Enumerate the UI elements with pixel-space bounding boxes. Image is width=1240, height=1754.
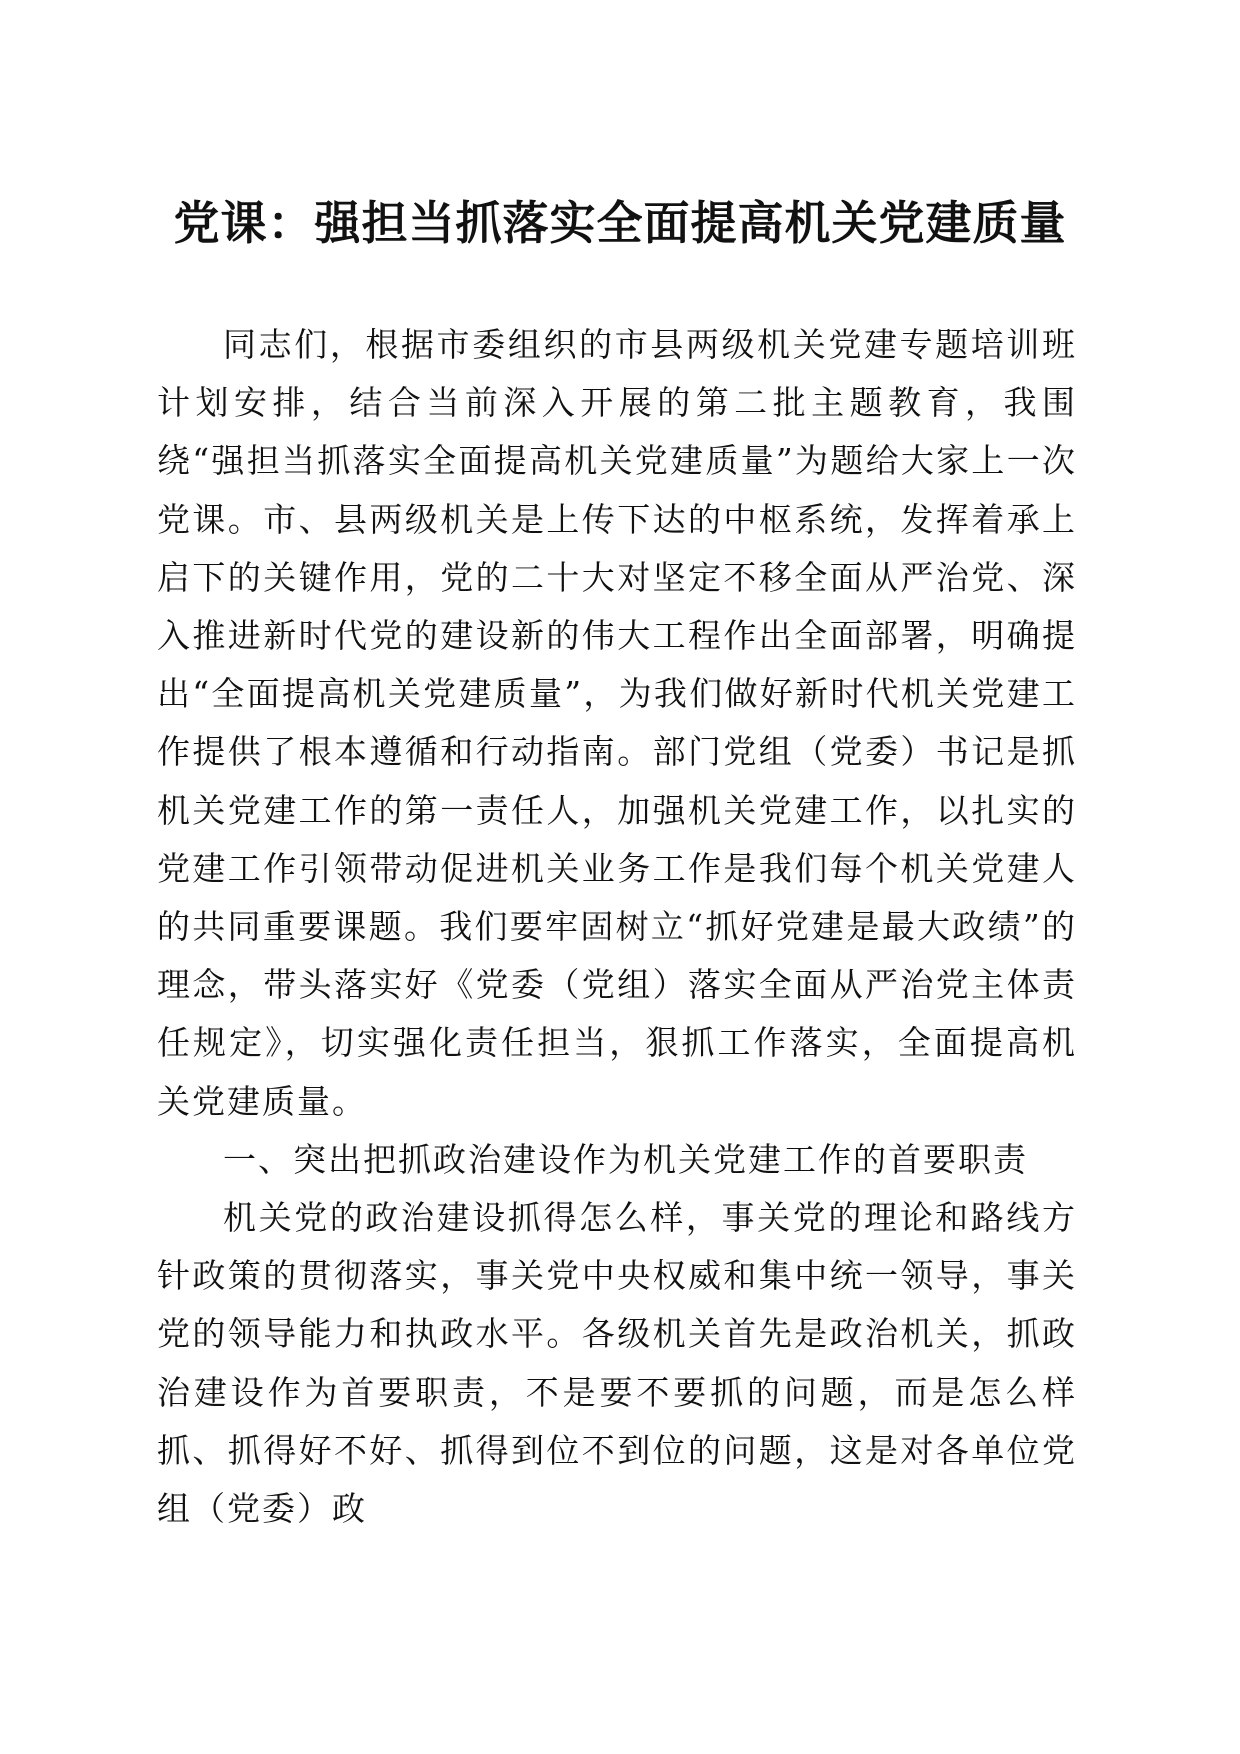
paragraph-section-1: 机关党的政治建设抓得怎么样，事关党的理论和路线方针政策的贯彻落实，事关党中央权威和集中统一领导，事关党的领导能力和执政水平。各级机关首先是政治机关，抓政治建设作为首要职责，不是要不要抓的问题，而是怎么样抓、抓得好不好、抓得到位不到位的问题，这是对各单位党组（党委）政	[157, 1198, 1077, 1529]
document-title: 党课：强担当抓落实全面提高机关党建质量	[173, 196, 1067, 250]
section-heading-1: 一、突出把抓政治建设作为机关党建工作的首要职责	[223, 1139, 1028, 1179]
document-body	[157, 316, 1077, 1538]
paragraph-intro: 同志们，根据市委组织的市县两级机关党建专题培训班计划安排，结合当前深入开展的第二批主题教育，我围绕“强担当抓落实全面提高机关党建质量”为题给大家上一次党课。市、县两级机关是上传下达的中枢系统，发挥着承上启下的关键作用，党的二十大对坚定不移全面从严治党、深入推进新时代党的建设新的伟大工程作出全面部署，明确提出“全面提高机关党建质量”，为我们做好新时代机关党建工作提供了根本遵循和行动指南。部门党组（党委）书记是抓机关党建工作的第一责任人，加强机关党建工作，以扎实的党建工作引领带动促进机关业务工作是我们每个机关党建人的共同重要课题。我们要牢固树立“抓好党建是最大政绩”的理念，带头落实好《党委（党组）落实全面从严治党主体责任规定》，切实强化责任担当，狠抓工作落实，全面提高机关党建质量。	[157, 325, 1077, 1121]
